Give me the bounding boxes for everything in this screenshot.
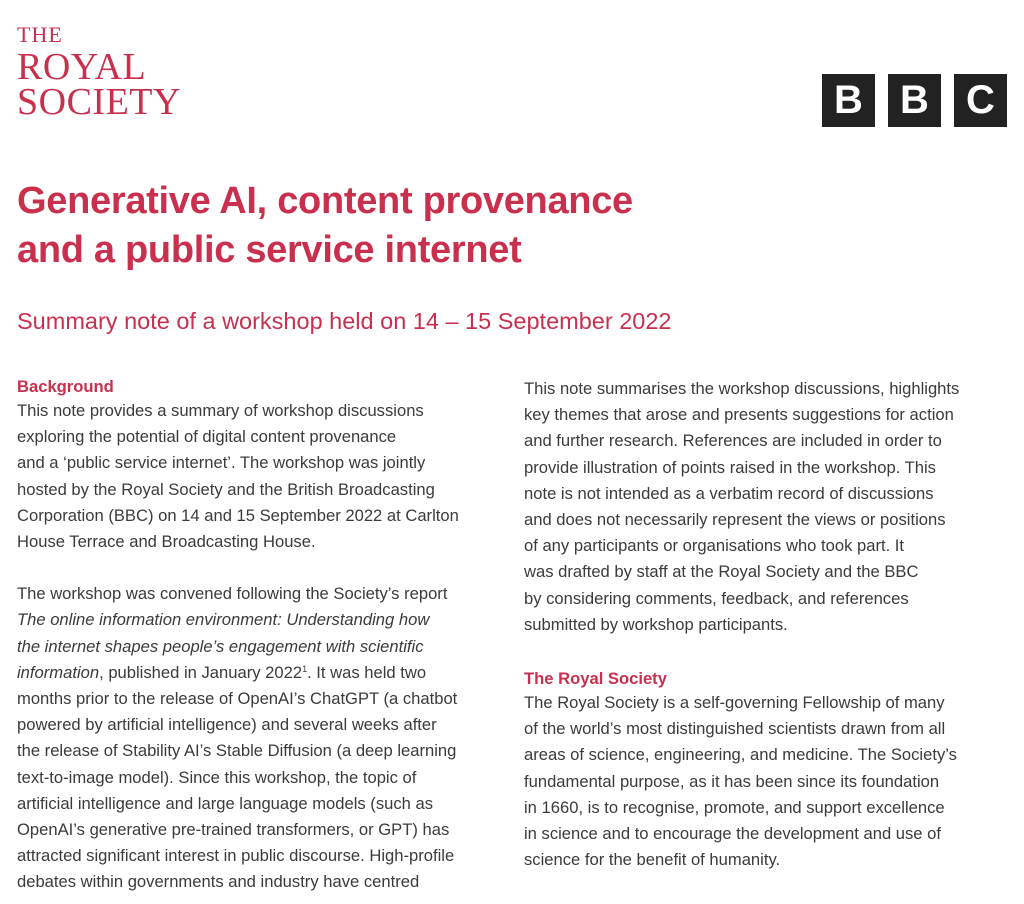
text-line: areas of science, engineering, and medicine. The Society’s [524, 745, 957, 765]
text-line: the release of Stability AI’s Stable Diffusion (a deep learning [17, 741, 457, 761]
text-line: OpenAI’s generative pre-trained transformers, or GPT) has [17, 820, 450, 840]
italic-line: the internet shapes people’s engagement with scientific [17, 636, 424, 656]
logo-line-the: THE [17, 22, 63, 47]
text-line: attracted significant interest in public discourse. High-profile [17, 846, 455, 866]
text-line: submitted by workshop participants. [524, 614, 788, 634]
royal-society-logo [17, 22, 181, 123]
text-line: Corporation (BBC) on 14 and 15 September 2022 at Carlton [17, 505, 459, 525]
bbc-logo [822, 74, 1007, 127]
text-line: hosted by the Royal Society and the British Broadcasting [17, 479, 435, 499]
royal-society-paragraph [524, 690, 1019, 873]
bbc-logo-block-c: C [954, 74, 1007, 127]
text-line: . It was held two [307, 662, 427, 682]
text-line: artificial intelligence and large language models (such as [17, 793, 434, 813]
text-line: key themes that arose and presents suggestions for action [524, 405, 954, 425]
background-paragraph [17, 398, 512, 555]
title-line-2: and a public service internet [17, 229, 522, 271]
text-line: and further research. References are included in order to [524, 431, 942, 451]
text-line: debates within governments and industry have centred [17, 872, 420, 892]
bbc-logo-block-b1: B [822, 74, 875, 127]
logo-line-society: SOCIETY [17, 81, 181, 123]
text-line: provide illustration of points raised in the workshop. This [524, 457, 936, 477]
text-line: House Terrace and Broadcasting House. [17, 532, 316, 552]
left-column [17, 376, 512, 896]
text-line: and does not necessarily represent the views or positions [524, 510, 946, 530]
text-line: was drafted by staff at the Royal Society and the BBC [524, 562, 919, 582]
text-line: fundamental purpose, as it has been since its foundation [524, 771, 940, 791]
text-line: powered by artificial intelligence) and several weeks after [17, 715, 437, 735]
bbc-logo-block-b2: B [888, 74, 941, 127]
title-line-1: Generative AI, content provenance [17, 180, 633, 222]
document-subtitle: Summary note of a workshop held on 14 – 15 September 2022 [17, 308, 672, 334]
text-line: , published in January 2022 [99, 662, 303, 682]
footnote-marker[interactable]: 1 [302, 663, 308, 674]
section-heading-royal-society: The Royal Society [524, 669, 667, 689]
text-line: and a ‘public service internet’. The workshop was jointly [17, 453, 426, 473]
text-line: months prior to the release of OpenAI’s ChatGPT (a chatbot [17, 689, 458, 709]
intro-paragraph [524, 376, 1019, 638]
paragraph-gap [17, 555, 512, 581]
text-line: note is not intended as a verbatim record of discussions [524, 483, 934, 503]
text-line: of the world’s most distinguished scientists drawn from all [524, 719, 946, 739]
text-line: exploring the potential of digital content provenance [17, 427, 397, 447]
right-column [524, 376, 1019, 873]
text-line: The workshop was convened following the Society’s report [17, 584, 448, 604]
convened-paragraph [17, 581, 512, 895]
text-line: text-to-image model). Since this workshop, the topic of [17, 767, 417, 787]
italic-line: information [17, 662, 100, 682]
paragraph-gap [524, 638, 1019, 668]
text-line: science for the benefit of humanity. [524, 850, 781, 870]
text-line: by considering comments, feedback, and references [524, 588, 909, 608]
text-line: in science and to encourage the development and use of [524, 824, 941, 844]
text-line: in 1660, is to recognise, promote, and support excellence [524, 797, 945, 817]
text-line: This note summarises the workshop discussions, highlights [524, 379, 960, 398]
text-line: The Royal Society is a self-governing Fellowship of many [524, 693, 945, 713]
text-line: This note provides a summary of workshop discussions [17, 401, 424, 420]
italic-line: The online information environment: Understanding how [17, 610, 430, 630]
logo-line-royal: ROYAL [17, 46, 147, 88]
document-title [17, 177, 633, 275]
text-line: of any participants or organisations who took part. It [524, 536, 905, 556]
section-heading-background: Background [17, 377, 114, 396]
